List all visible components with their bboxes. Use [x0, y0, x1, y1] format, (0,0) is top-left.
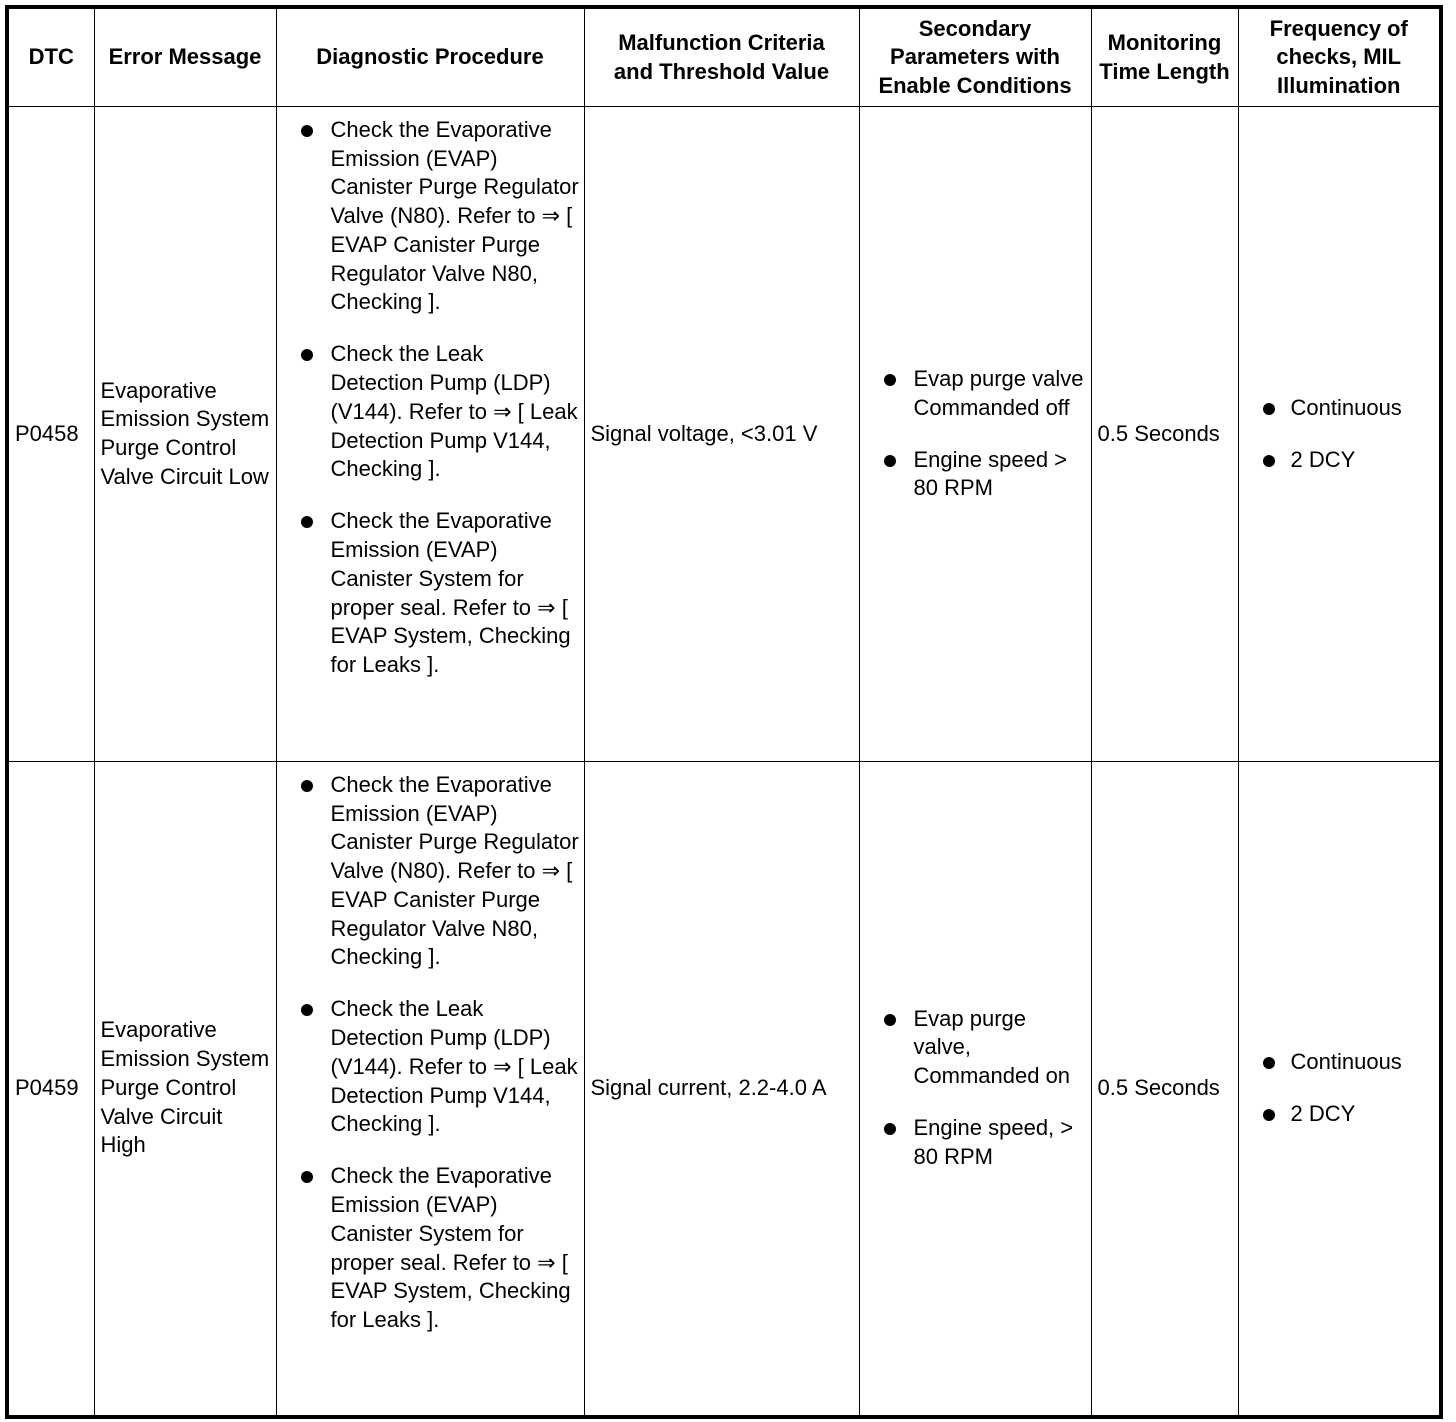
secondary-condition-text: Engine speed, > 80 RPM — [913, 1115, 1074, 1170]
bullet-icon — [301, 349, 313, 361]
procedure-step — [283, 1162, 581, 1334]
table-row — [7, 107, 1441, 762]
frequency-item — [1245, 1048, 1437, 1077]
bullet-icon — [301, 125, 313, 137]
secondary-condition-text: Evap purge valve Commanded off — [913, 365, 1084, 420]
frequency — [1238, 762, 1441, 1417]
header-monitoring-time: Monitoring Time Length — [1091, 7, 1238, 107]
procedure-step-text: Check the Leak Detection Pump (LDP) (V144). Refer to ⇒ [ Leak Detection Pump V144, Checking ]. — [330, 996, 578, 1137]
table-row — [7, 762, 1441, 1417]
secondary-condition — [866, 1005, 1088, 1091]
bullet-icon — [1263, 455, 1275, 467]
bullet-icon — [884, 1123, 896, 1135]
procedure-step-text: Check the Leak Detection Pump (LDP) (V144). Refer to ⇒ [ Leak Detection Pump V144, Checking ]. — [330, 341, 578, 482]
procedure-step — [283, 771, 581, 972]
procedure-step-text: Check the Evaporative Emission (EVAP) Canister System for proper seal. Refer to ⇒ [ EVAP System, Checking for Leaks ]. — [330, 1163, 571, 1332]
bullet-icon — [1263, 403, 1275, 415]
secondary-condition-text: Engine speed > 80 RPM — [913, 446, 1068, 501]
header-secondary-parameters: Secondary Parameters with Enable Conditions — [859, 7, 1091, 107]
bullet-icon — [884, 455, 896, 467]
malfunction-criteria: Signal voltage, <3.01 V — [584, 107, 859, 762]
dtc-table — [5, 5, 1443, 1419]
header-dtc: DTC — [7, 7, 94, 107]
header-malfunction-criteria: Malfunction Criteria and Threshold Value — [584, 7, 859, 107]
secondary-condition — [866, 365, 1088, 422]
malfunction-criteria: Signal current, 2.2-4.0 A — [584, 762, 859, 1417]
monitoring-time: 0.5 Seconds — [1091, 107, 1238, 762]
frequency — [1238, 107, 1441, 762]
diagnostic-procedure — [276, 107, 584, 762]
frequency-item-text: Continuous — [1290, 394, 1402, 420]
bullet-icon — [301, 1004, 313, 1016]
frequency-item — [1245, 394, 1437, 423]
header-row — [7, 7, 1441, 107]
diagnostic-procedure — [276, 762, 584, 1417]
header-error-message: Error Message — [94, 7, 276, 107]
secondary-parameters — [859, 762, 1091, 1417]
secondary-condition — [866, 1114, 1088, 1171]
procedure-step — [283, 507, 581, 679]
monitoring-time: 0.5 Seconds — [1091, 762, 1238, 1417]
header-diagnostic-procedure: Diagnostic Procedure — [276, 7, 584, 107]
bullet-icon — [884, 374, 896, 386]
bullet-icon — [884, 1014, 896, 1026]
frequency-item — [1245, 446, 1437, 475]
procedure-step — [283, 995, 581, 1139]
header-frequency: Frequency of checks, MIL Illumination — [1238, 7, 1441, 107]
bullet-icon — [1263, 1109, 1275, 1121]
secondary-condition — [866, 446, 1088, 503]
error-message: Evaporative Emission System Purge Control Valve Circuit Low — [94, 107, 276, 762]
bullet-icon — [301, 516, 313, 528]
frequency-item-text: 2 DCY — [1290, 1101, 1356, 1126]
frequency-item-text: Continuous — [1290, 1048, 1402, 1074]
dtc-code: P0458 — [7, 107, 94, 762]
dtc-code: P0459 — [7, 762, 94, 1417]
bullet-icon — [301, 780, 313, 792]
bullet-icon — [1263, 1057, 1275, 1069]
frequency-item — [1245, 1100, 1437, 1129]
error-message: Evaporative Emission System Purge Control Valve Circuit High — [94, 762, 276, 1417]
procedure-step-text: Check the Evaporative Emission (EVAP) Canister Purge Regulator Valve (N80). Refer to ⇒ [ EVAP Canister Purge Regulator Valve N80, Checking ]. — [330, 117, 579, 315]
secondary-parameters — [859, 107, 1091, 762]
frequency-item-text: 2 DCY — [1290, 446, 1356, 472]
procedure-step-text: Check the Evaporative Emission (EVAP) Canister System for proper seal. Refer to ⇒ [ EVAP System, Checking for Leaks ]. — [330, 508, 571, 677]
procedure-step-text: Check the Evaporative Emission (EVAP) Canister Purge Regulator Valve (N80). Refer to ⇒ [ EVAP Canister Purge Regulator Valve N80, Checking ]. — [330, 772, 579, 970]
procedure-step — [283, 340, 581, 484]
procedure-step — [283, 116, 581, 317]
secondary-condition-text: Evap purge valve, Commanded on — [913, 1005, 1071, 1089]
bullet-icon — [301, 1171, 313, 1183]
